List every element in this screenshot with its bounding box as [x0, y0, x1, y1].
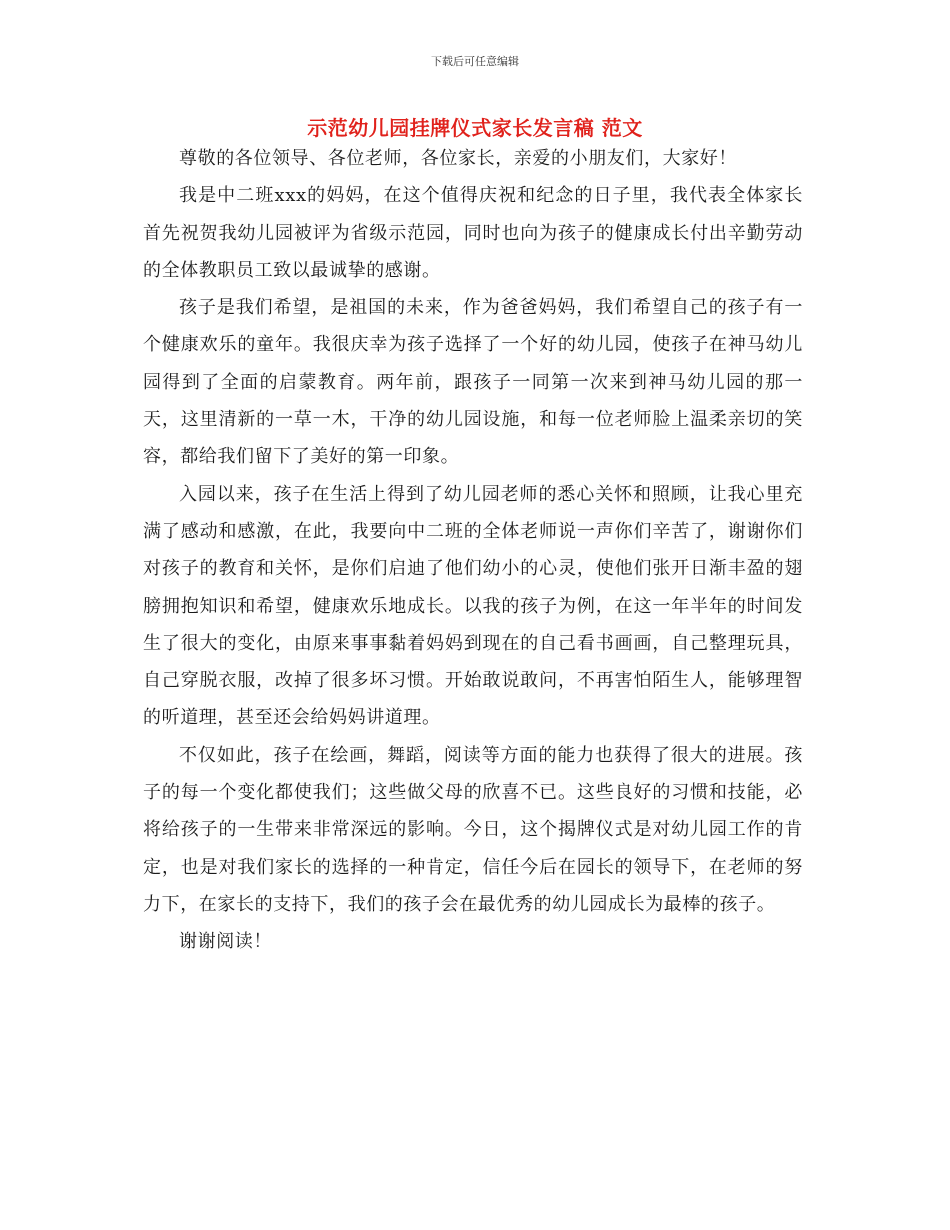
- header-note: 下载后可任意编辑: [431, 55, 519, 68]
- paragraph-closing: 谢谢阅读！: [179, 931, 272, 953]
- document-body: [143, 140, 803, 961]
- paragraph-gratitude: 入园以来，孩子在生活上得到了幼儿园老师的悉心关怀和照顾，让我心里充满了感动和感激，在此，我要向中二班的全体老师说一声你们辛苦了，谢谢你们对孩子的教育和关怀，是你们启迪了他们幼小的心灵，使他们张开日渐丰盈的翅膀拥抱知识和希望，健康欢乐地成长。以我的孩子为例，在这一年半年的时间发生了很大的变化，由原来事事黏着妈妈到现在的自己看书画画，自己整理玩具，自己穿脱衣服，改掉了很多坏习惯。开始敢说敢问，不再害怕陌生人，能够理智的听道理，甚至还会给妈妈讲道理。: [143, 483, 803, 729]
- paragraph-greeting: 尊敬的各位领导、各位老师，各位家长，亲爱的小朋友们，大家好！: [179, 148, 737, 169]
- document-title: 示范幼儿园挂牌仪式家长发言稿 范文: [307, 116, 643, 140]
- paragraph-progress: 不仅如此，孩子在绘画，舞蹈，阅读等方面的能力也获得了很大的进展。孩子的每一个变化都使我们；这些做父母的欣喜不已。这些良好的习惯和技能，必将给孩子的一生带来非常深远的影响。今日，这个揭牌仪式是对幼儿园工作的肯定，也是对我们家长的选择的一种肯定，信任今后在园长的领导下，在老师的努力下，在家长的支持下，我们的孩子会在最优秀的幼儿园成长为最棒的孩子。: [143, 744, 803, 915]
- paragraph-hope: 孩子是我们希望，是祖国的未来，作为爸爸妈妈，我们希望自己的孩子有一个健康欢乐的童年。我很庆幸为孩子选择了一个好的幼儿园，使孩子在神马幼儿园得到了全面的启蒙教育。两年前，跟孩子一同第一次来到神马幼儿园的那一天，这里清新的一草一木，干净的幼儿园设施，和每一位老师脸上温柔亲切的笑容，都给我们留下了美好的第一印象。: [143, 297, 803, 468]
- paragraph-introduction: 我是中二班xxx的妈妈，在这个值得庆祝和纪念的日子里，我代表全体家长首先祝贺我幼儿园被评为省级示范园，同时也向为孩子的健康成长付出辛勤劳动的全体教职员工致以最诚挚的感谢。: [143, 185, 803, 281]
